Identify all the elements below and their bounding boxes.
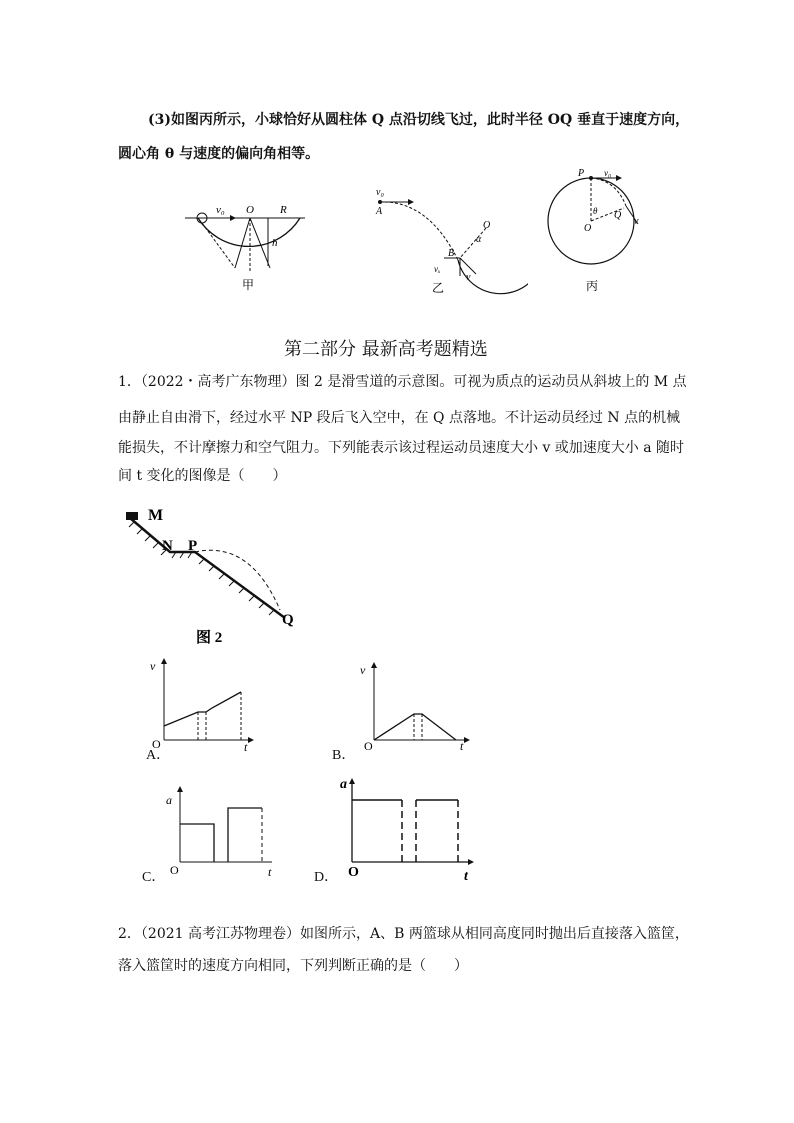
label-O: O <box>246 204 254 216</box>
svg-text:B: B <box>448 248 455 259</box>
svg-text:t: t <box>268 865 272 879</box>
label-h: h <box>272 237 278 249</box>
svg-text:vₓ: vₓ <box>434 264 441 274</box>
svg-text:a: a <box>166 793 172 807</box>
svg-text:O: O <box>483 220 491 231</box>
option-A-label: A． <box>146 748 171 763</box>
label-N: N <box>162 538 173 554</box>
q1-line4: 间 t 变化的图像是（ ） <box>118 468 287 484</box>
svg-text:O: O <box>348 865 359 880</box>
svg-text:a: a <box>340 777 347 792</box>
figure-2-caption: 图 2 <box>196 630 223 646</box>
q2-line1: 2．（2021 高考江苏物理卷）如图所示，A、B 两篮球从相同高度同时抛出后直接落入篮筐， <box>118 926 689 942</box>
svg-text:θ: θ <box>593 206 598 216</box>
q2-line2: 落入篮筐时的速度方向相同，下列判断正确的是（ ） <box>118 958 468 974</box>
caption-yi: 乙 <box>432 281 445 295</box>
section3-line1: (3)如图丙所示，小球恰好从圆柱体 Q 点沿切线飞过，此时半径 OQ 垂直于速度方向， <box>148 112 690 128</box>
q1-line1: 1．（2022・高考广东物理）图 2 是滑雪道的示意图。可视为质点的运动员从斜坡上的 M 点 <box>118 374 687 390</box>
label-v0: v₀ <box>216 204 225 216</box>
label-Q: Q <box>282 612 294 628</box>
q1-line3: 能损失，不计摩擦力和空气阻力。下列能表示该过程运动员速度大小 v 或加速度大小 a 随时 <box>118 440 685 456</box>
option-D-graph <box>336 766 476 880</box>
svg-text:O: O <box>152 737 161 751</box>
caption-bing: 丙 <box>586 279 599 293</box>
svg-text:α: α <box>476 234 482 245</box>
svg-text:t: t <box>244 740 248 752</box>
figure-2-ski-slope <box>120 500 310 650</box>
figure-yi <box>368 180 528 296</box>
option-A-graph <box>146 656 256 752</box>
option-D-label: D． <box>314 870 339 885</box>
figure-bing <box>546 166 656 296</box>
option-B-label: B． <box>332 748 356 763</box>
svg-text:A: A <box>376 206 383 217</box>
option-B-graph <box>356 660 476 752</box>
svg-text:Q: Q <box>614 210 622 221</box>
option-C-label: C． <box>142 870 166 885</box>
part2-heading: 第二部分 最新高考题精选 <box>284 339 488 360</box>
figure-jia <box>180 198 310 294</box>
svg-text:v: v <box>634 216 639 227</box>
svg-text:v₀: v₀ <box>604 168 612 178</box>
svg-text:t: t <box>460 739 464 752</box>
svg-text:v: v <box>150 659 156 673</box>
svg-text:t: t <box>464 869 468 880</box>
label-P: P <box>188 538 198 554</box>
caption-jia: 甲 <box>242 278 255 292</box>
svg-text:v₀: v₀ <box>376 187 384 198</box>
svg-text:v: v <box>360 663 366 677</box>
svg-text:v: v <box>466 272 471 283</box>
label-M: M <box>148 507 164 524</box>
label-R: R <box>280 204 287 216</box>
section3-line2: 圆心角 θ 与速度的偏向角相等。 <box>118 146 320 162</box>
option-C-graph <box>164 784 284 880</box>
svg-text:O: O <box>364 739 373 752</box>
q1-line2: 由静止自由滑下，经过水平 NP 段后飞入空中，在 Q 点落地。不计运动员经过 N 点的机械 <box>118 410 681 426</box>
svg-text:P: P <box>578 168 585 179</box>
svg-text:O: O <box>170 863 179 877</box>
svg-text:O: O <box>584 223 592 234</box>
